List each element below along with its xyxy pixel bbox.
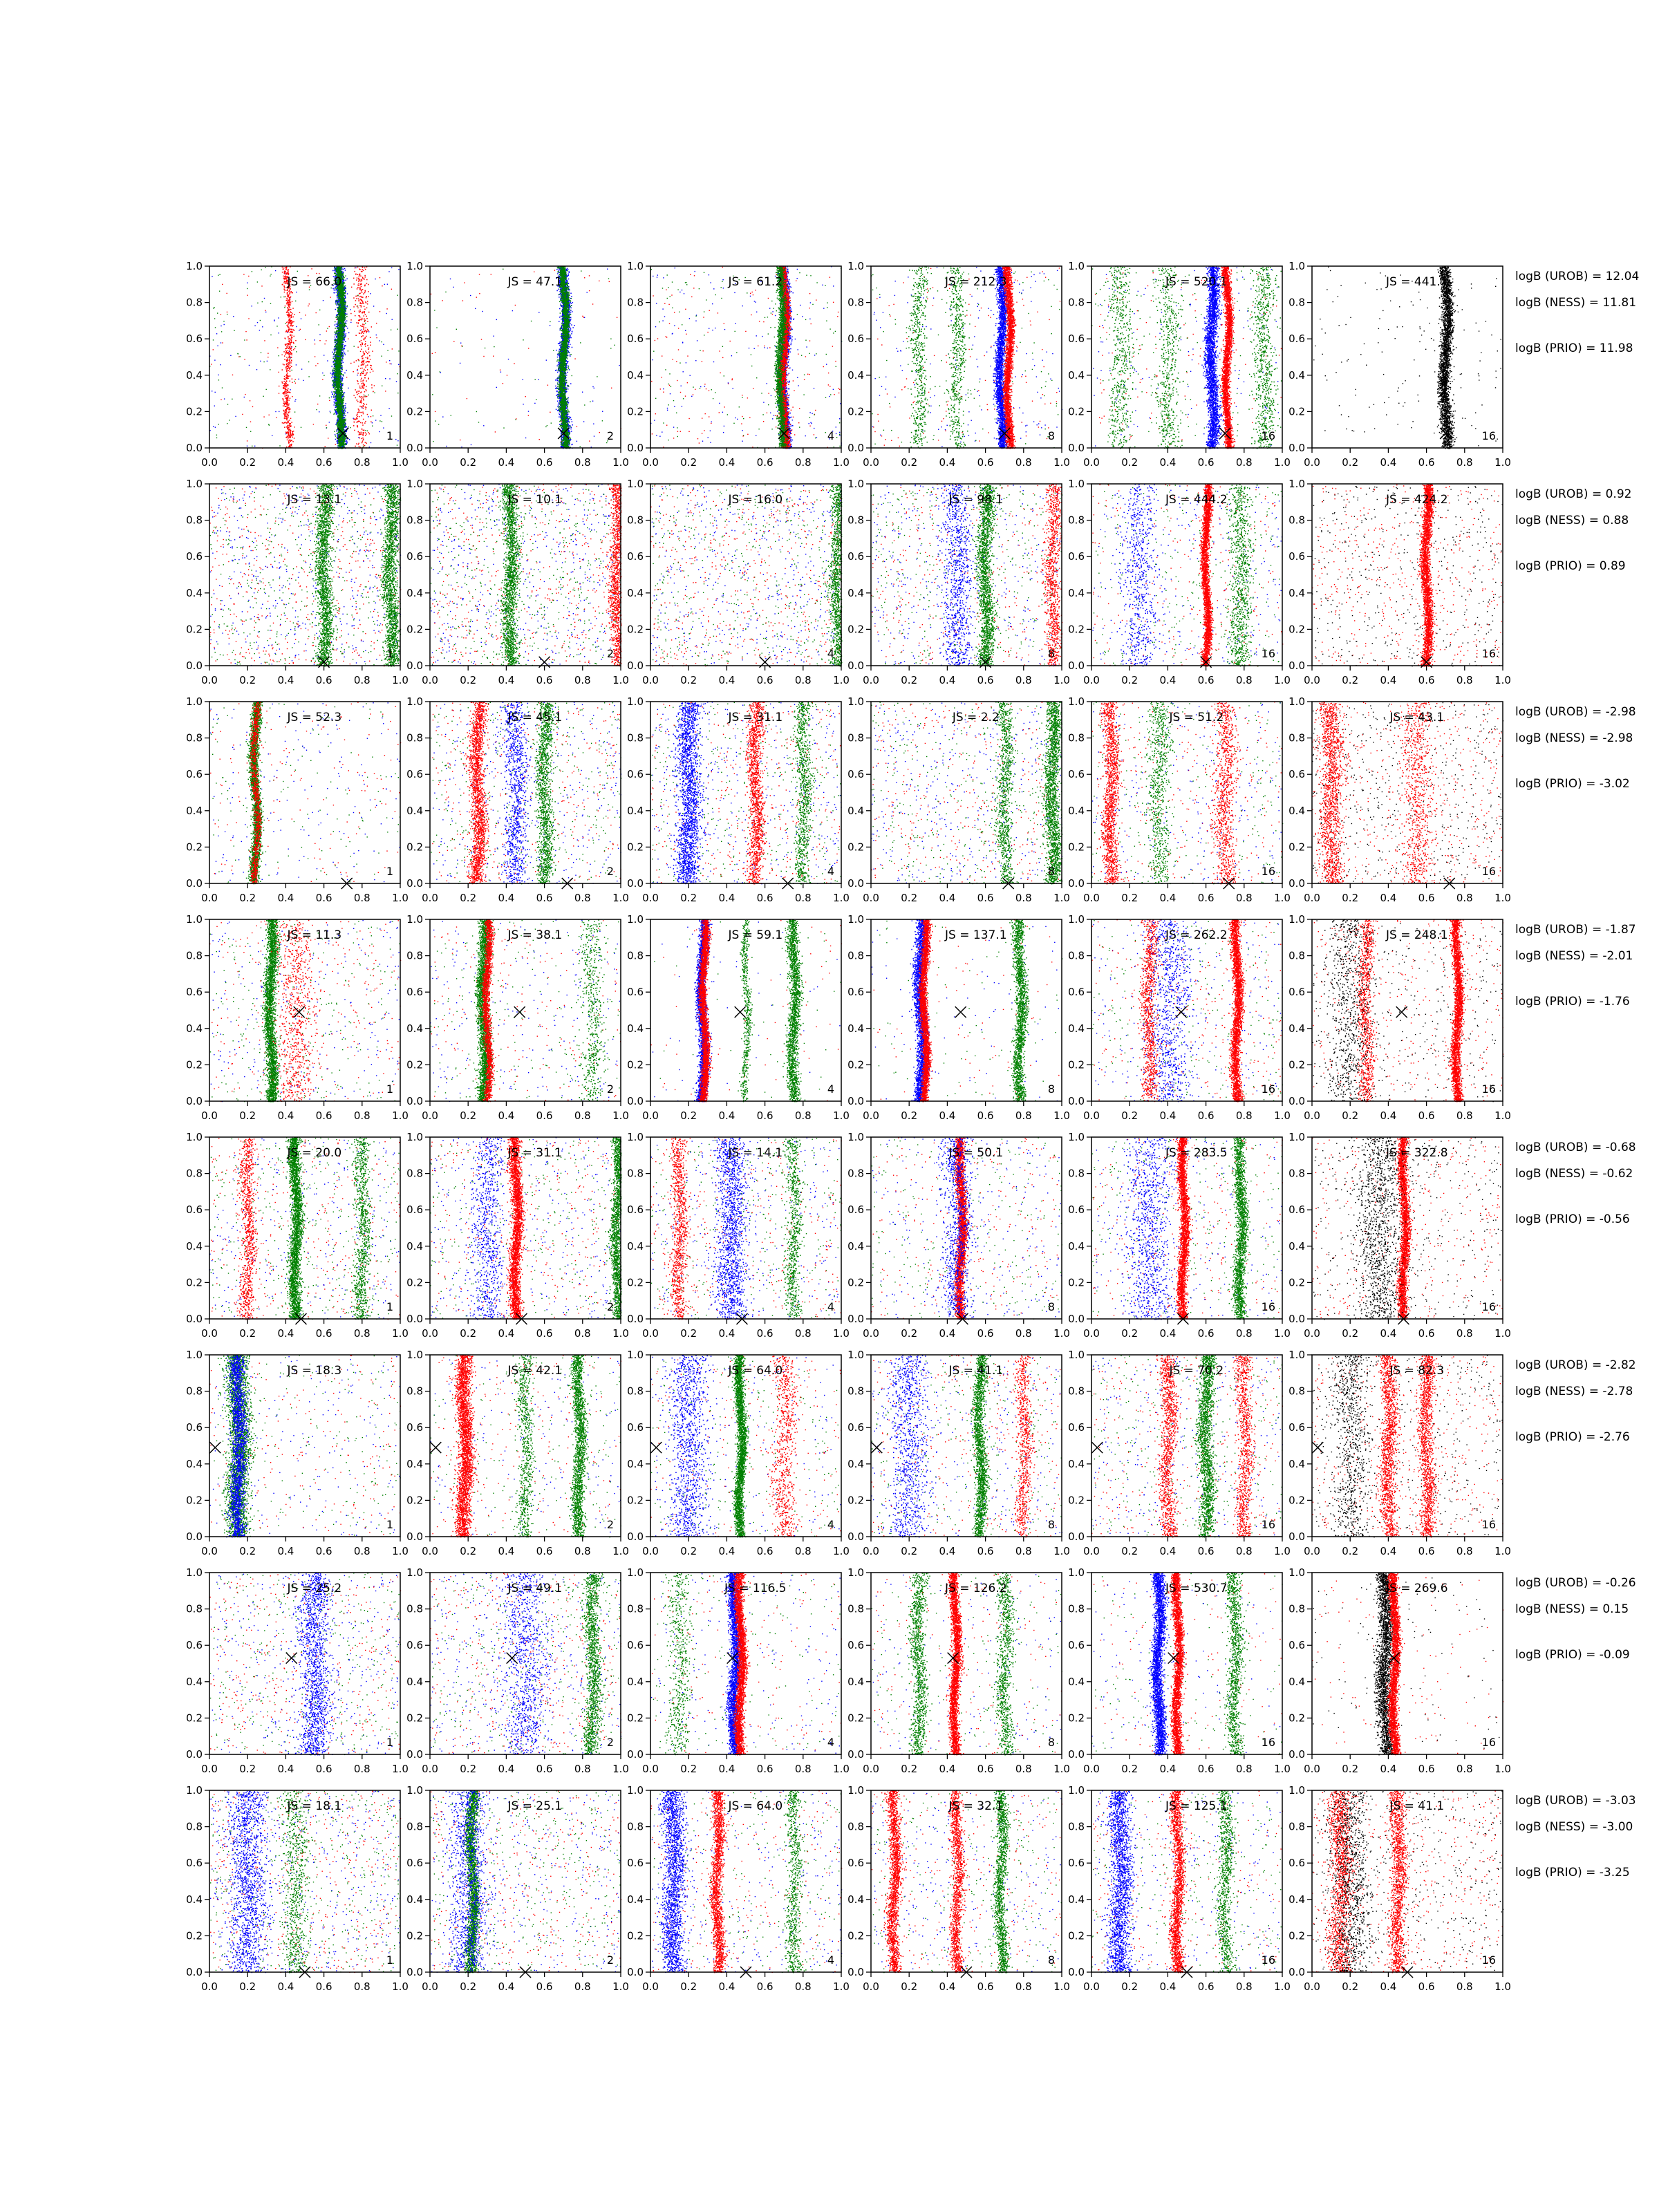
- scatter-point: [219, 291, 220, 292]
- scatter-point: [329, 397, 330, 398]
- scatter-point: [275, 270, 276, 271]
- scatter-point: [345, 275, 346, 276]
- scatter-point: [319, 395, 320, 396]
- scatter-point: [257, 281, 258, 282]
- scatter-point: [316, 409, 317, 410]
- scatter-point: [368, 331, 369, 332]
- scatter-point: [275, 411, 276, 412]
- scatter-point: [392, 348, 393, 349]
- scatter-point: [220, 364, 221, 365]
- scatter-point: [284, 307, 285, 308]
- scatter-point: [296, 364, 297, 365]
- scatter-point: [244, 339, 245, 340]
- scatter-point: [358, 315, 359, 316]
- scatter-point: [386, 313, 387, 314]
- scatter-point: [261, 285, 262, 286]
- scatter-point: [213, 339, 214, 340]
- scatter-point: [217, 312, 218, 313]
- scatter-point: [264, 298, 265, 299]
- scatter-point: [376, 337, 377, 338]
- scatter-point: [327, 360, 328, 361]
- scatter-point: [358, 393, 359, 394]
- scatter-point: [219, 274, 220, 275]
- scatter-point: [388, 408, 389, 409]
- scatter-point: [389, 378, 390, 379]
- scatter-point: [277, 347, 278, 348]
- scatter-point: [248, 318, 249, 319]
- scatter-point: [379, 311, 380, 312]
- scatter-point: [257, 322, 258, 323]
- scatter-point: [387, 284, 388, 285]
- scatter-point: [372, 422, 373, 423]
- scatter-point: [311, 268, 312, 269]
- panel-background: [209, 266, 400, 448]
- scatter-point: [249, 365, 250, 366]
- scatter-point: [230, 355, 231, 356]
- scatter-point: [383, 344, 384, 345]
- scatter-point: [314, 339, 315, 340]
- scatter-point: [295, 346, 296, 347]
- panel-r1-c1: [186, 260, 409, 469]
- scatter-point: [213, 349, 214, 350]
- scatter-point: [266, 389, 267, 390]
- scatter-point: [224, 398, 225, 399]
- scatter-point: [323, 300, 324, 301]
- scatter-point: [383, 427, 384, 428]
- scatter-point: [317, 363, 318, 364]
- scatter-point: [386, 308, 387, 309]
- scatter-point: [329, 326, 330, 327]
- scatter-point: [385, 378, 386, 379]
